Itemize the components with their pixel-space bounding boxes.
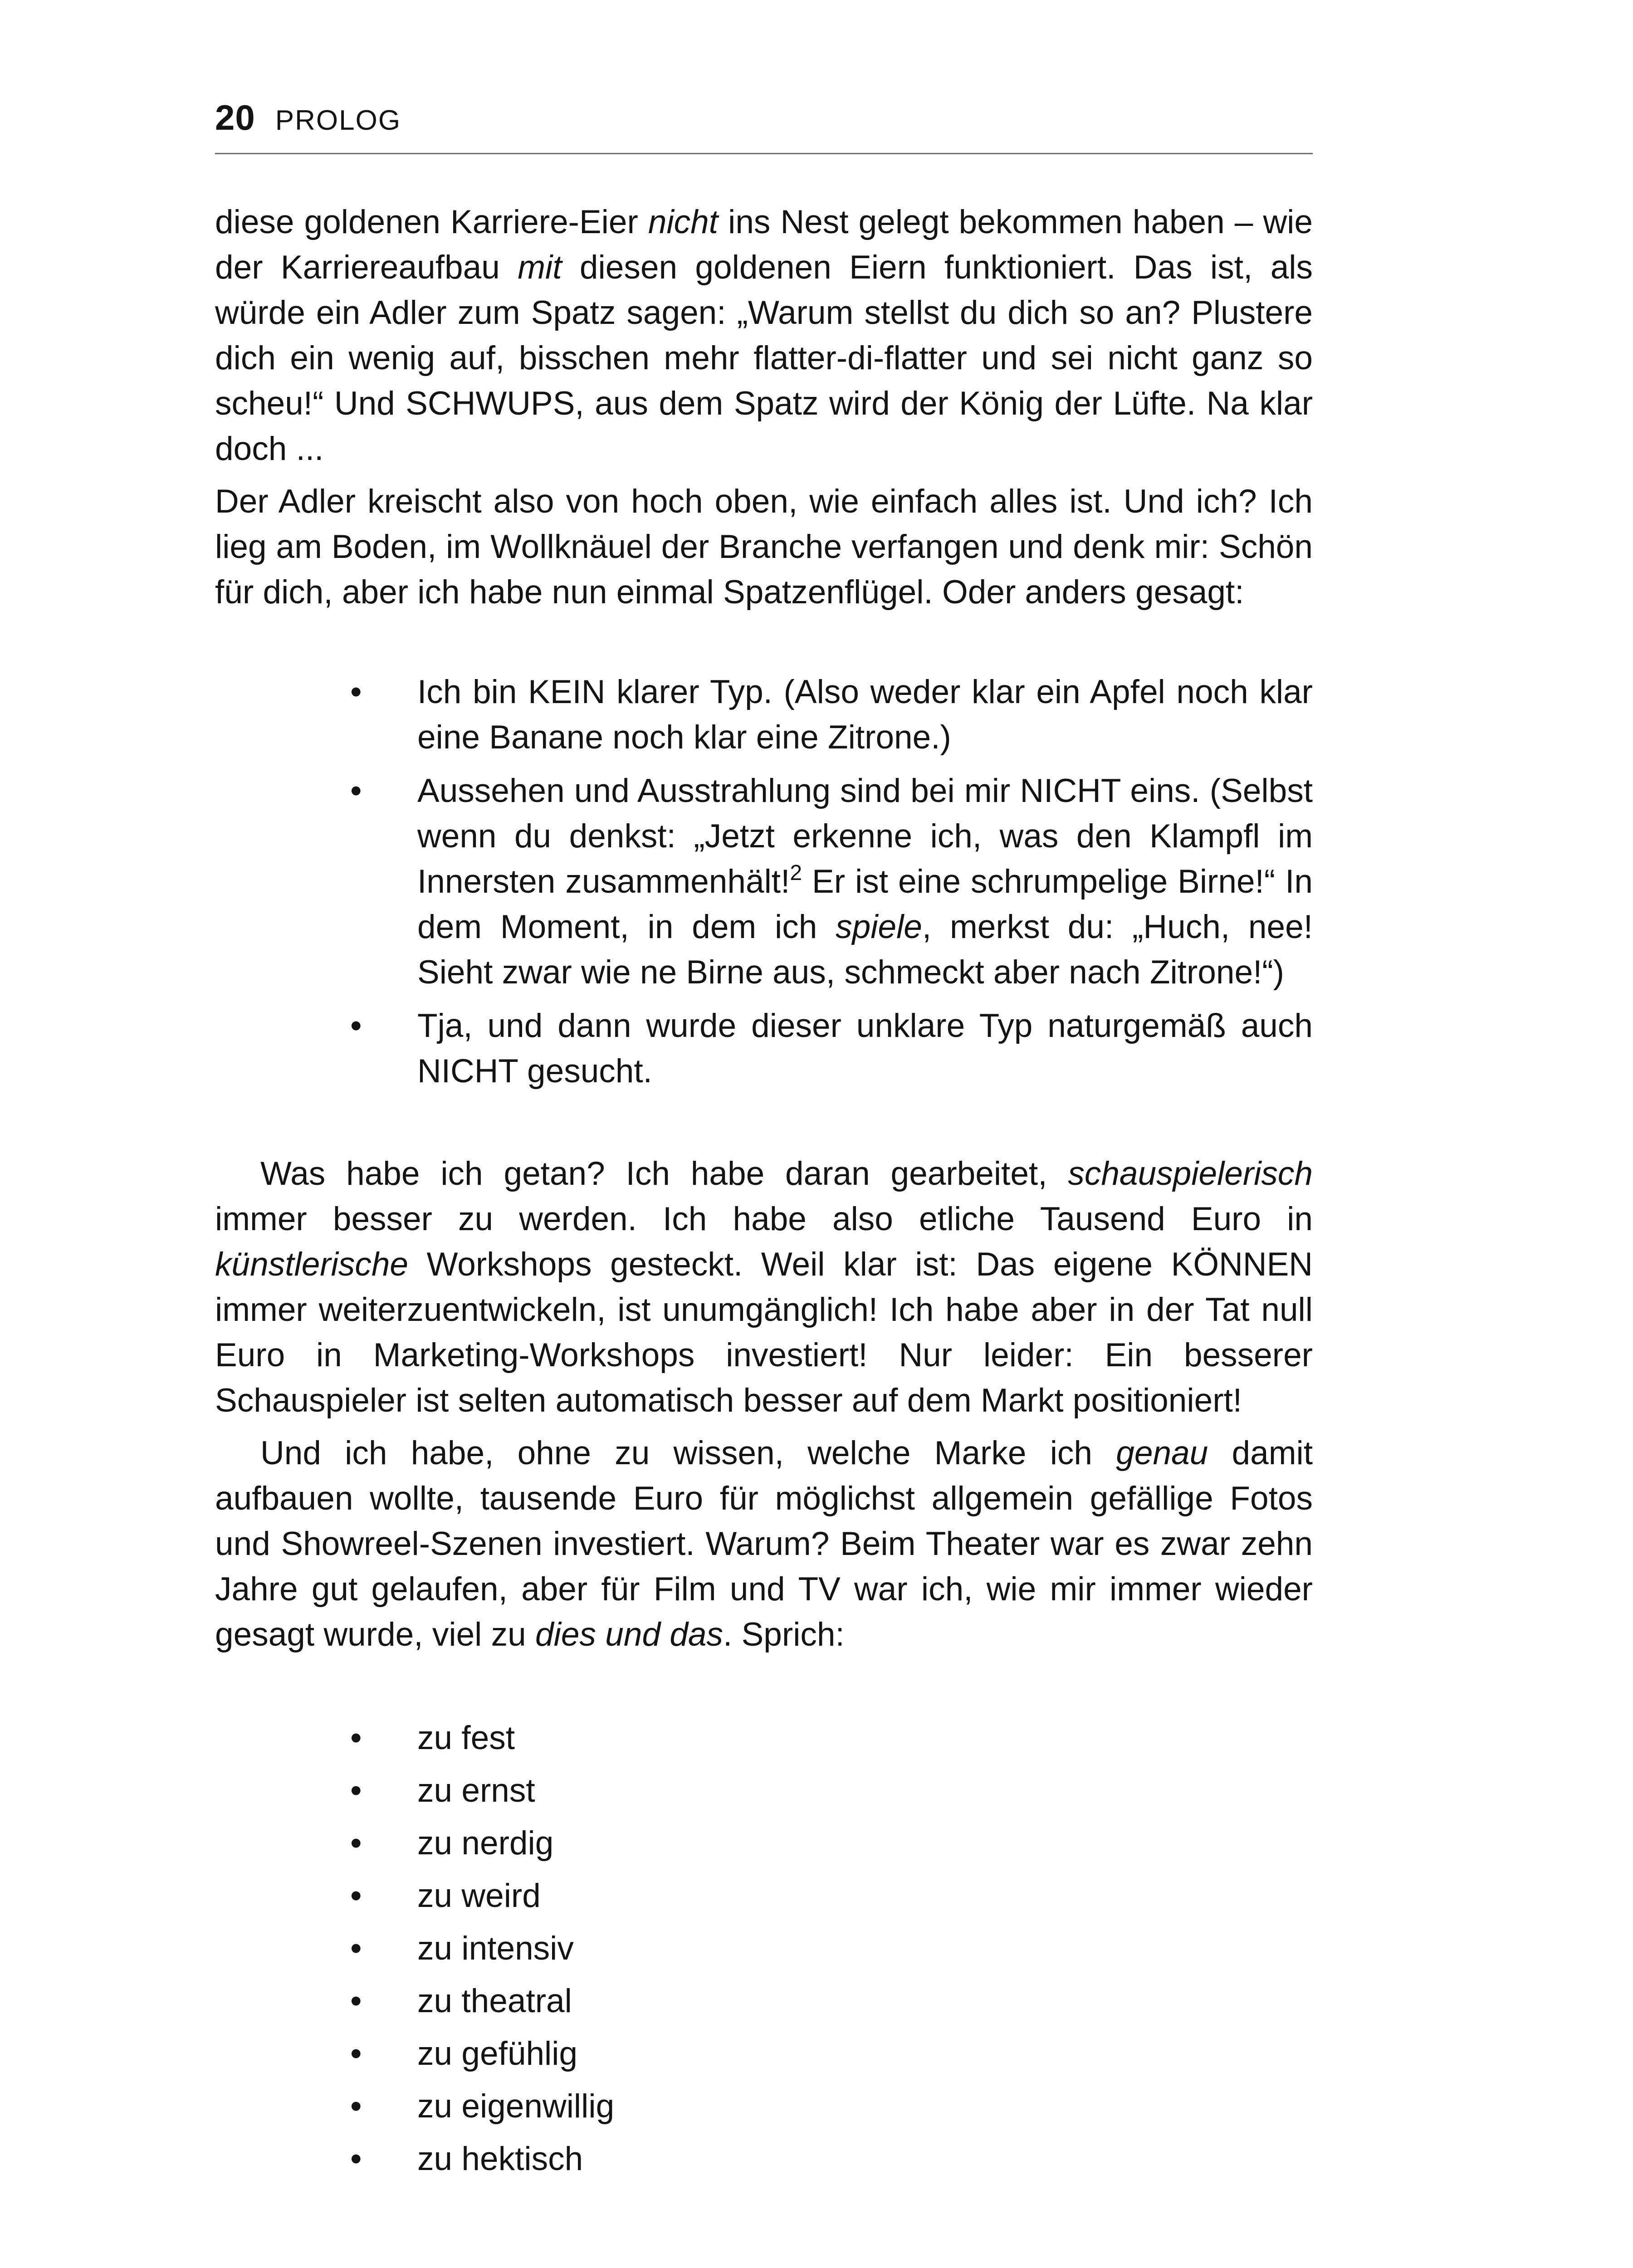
list-item: • zu gefühlig [417,2028,1313,2080]
list-item: • zu weird [417,1870,1313,1922]
bullet-list-traits [215,1712,1313,2185]
chapter-title: PROLOG [275,105,401,136]
list-item [417,768,1313,995]
emphasis: dies und das [535,1616,724,1653]
paragraph-2: Der Adler kreischt also von hoch oben, wie einfach alles ist. Und ich? Ich lieg am Boden, im Wollknäuel der Branche verfangen und denk mir: Schön für dich, aber ich habe nun einmal Spatzenflügel. Oder anders gesagt: [215,483,1313,611]
text-run: , merkst du: „Huch, nee! Sieht zwar wie ne Birne aus, schmeckt aber nach Zitrone!“) [417,909,1313,991]
body-text [215,200,1313,2185]
text-run: Aussehen und Ausstrahlung sind bei mir NICHT eins. (Selbst wenn du denkst: „Jetzt erkenne ich, was den Klampfl im Innersten zusammenhält! [417,772,1313,900]
text-run: damit aufbauen wollte, tausende Euro für möglichst allgemein gefällige Fotos und Showreel-Szenen investiert. Warum? Beim Theater war es zwar zehn Jahre gut gelaufen, aber für Film und TV war ich, wie mir immer wieder gesagt wurde, viel zu [215,1435,1313,1653]
paragraph-3 [215,1151,1313,1423]
list-item: • zu intensiv [417,1922,1313,1975]
page-number: 20 [215,98,255,137]
list-item: • zu theatral [417,1975,1313,2028]
emphasis: spiele [836,909,922,945]
text-run: Er ist eine schrumpelige Birne!“ In dem Moment, in dem ich [417,863,1313,945]
text-run: ins Nest gelegt bekommen haben – wie der Karriereaufbau [215,204,1313,286]
emphasis: mit [518,249,562,286]
text-run: . Sprich: [723,1616,845,1653]
book-page [215,100,1313,2185]
list-item: • zu nerdig [417,1817,1313,1870]
list-item: • zu eigenwillig [417,2080,1313,2133]
footnote-marker: 2 [790,861,802,885]
list-item: • Tja, und dann wurde dieser unklare Typ naturgemäß auch NICHT gesucht. [417,1003,1313,1094]
text-run: diese goldenen Karriere-Eier [215,204,648,240]
list-item: • zu hektisch [417,2133,1313,2185]
text-run: Workshops gesteckt. Weil klar ist: Das eigene KÖNNEN immer weiterzuentwickeln, ist unumgänglich! Ich habe aber in der Tat null Euro in Marketing-Workshops investiert! Nur leider: Ein besserer Schauspieler ist selten automatisch besser auf dem Markt positioniert! [215,1246,1313,1419]
list-item: • zu fest [417,1712,1313,1765]
emphasis: genau [1116,1435,1208,1471]
bullet-list-type [215,670,1313,1094]
text-run: diesen goldenen Eiern funktioniert. Das ist, als würde ein Adler zum Spatz sagen: „Warum stellst du dich so an? Plustere dich ein wenig auf, bisschen mehr flatter-di-flatter und sei nicht ganz so scheu!“ Und SCHWUPS, aus dem Spatz wird der König der Lüfte. Na klar doch ... [215,249,1313,467]
emphasis: nicht [648,204,719,240]
list-item: • Ich bin KEIN klarer Typ. (Also weder klar ein Apfel noch klar eine Banane noch klar eine Zitrone.) [417,670,1313,760]
running-header [215,100,1313,154]
emphasis: schauspielerisch [1068,1155,1313,1192]
text-run: immer besser zu werden. Ich habe also etliche Tausend Euro in [215,1201,1313,1237]
emphasis: künstlerische [215,1246,409,1283]
text-run: Und ich habe, ohne zu wissen, welche Marke ich [260,1435,1116,1471]
paragraph-4 [215,1431,1313,1657]
text-run: Was habe ich getan? Ich habe daran gearbeitet, [260,1155,1068,1192]
list-item: • zu ernst [417,1765,1313,1817]
paragraph-1 [215,200,1313,472]
